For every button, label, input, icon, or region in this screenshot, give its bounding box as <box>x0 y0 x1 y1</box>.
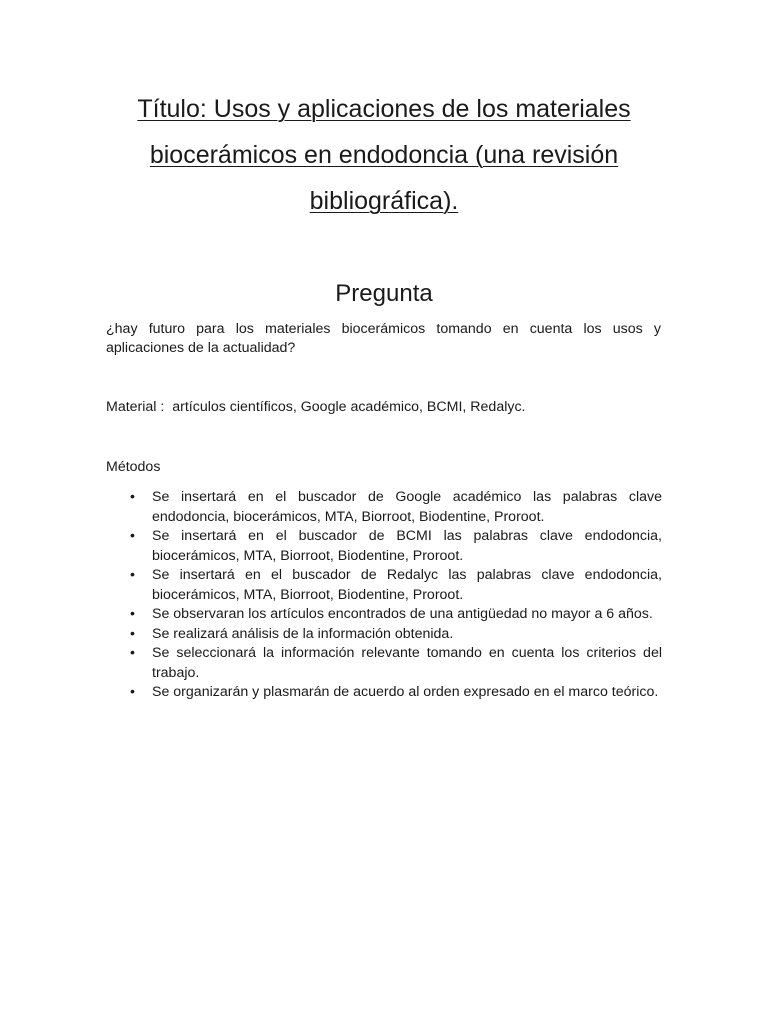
list-item <box>106 527 662 566</box>
bullet-icon: • <box>130 645 135 661</box>
bullet-icon: • <box>130 489 135 505</box>
question-heading: Pregunta <box>335 280 433 307</box>
methods-list <box>106 488 662 703</box>
list-item-text: Se insertará en el buscador de Redalyc las palabras clave endodoncia, biocerámicos, MTA, Biorroot, Biodentine, Proroot. <box>152 567 662 603</box>
bullet-icon: • <box>130 684 135 700</box>
bullet-icon: • <box>130 528 135 544</box>
question-text: ¿hay futuro para los materiales biocerámicos tomando en cuenta los usos y aplicaciones de la actualidad? <box>106 321 661 356</box>
list-item <box>106 566 662 605</box>
methods-label: Métodos <box>106 459 161 475</box>
list-item-text: Se seleccionará la información relevante tomando en cuenta los criterios del trabajo. <box>152 645 662 681</box>
title-line-1: Título: Usos y aplicaciones de los materiales <box>137 95 631 123</box>
list-item <box>106 644 662 683</box>
bullet-icon: • <box>130 567 135 583</box>
list-item-text: Se realizará análisis de la información obtenida. <box>152 625 454 642</box>
list-item <box>106 488 662 527</box>
list-item-text: Se observaran los artículos encontrados de una antigüedad no mayor a 6 años. <box>152 606 653 622</box>
list-item <box>106 625 662 645</box>
title-line-3: bibliográfica). <box>309 187 459 215</box>
list-item-text: Se insertará en el buscador de BCMI las palabras clave endodoncia, biocerámicos, MTA, Biorroot, Biodentine, Proroot. <box>152 528 662 564</box>
bullet-icon: • <box>130 606 135 622</box>
list-item-text: Se insertará en el buscador de Google académico las palabras clave endodoncia, biocerámicos, MTA, Biorroot, Biodentine, Proroot. <box>152 489 662 525</box>
bullet-icon: • <box>130 625 135 642</box>
list-item <box>106 605 662 625</box>
list-item <box>106 683 662 703</box>
title-line-2: biocerámicos en endodoncia (una revisión <box>149 141 619 169</box>
material-text: Material : artículos científicos, Google académico, BCMI, Redalyc. <box>106 399 526 415</box>
list-item-text: Se organizarán y plasmarán de acuerdo al orden expresado en el marco teórico. <box>152 684 659 700</box>
document-title <box>106 86 662 224</box>
